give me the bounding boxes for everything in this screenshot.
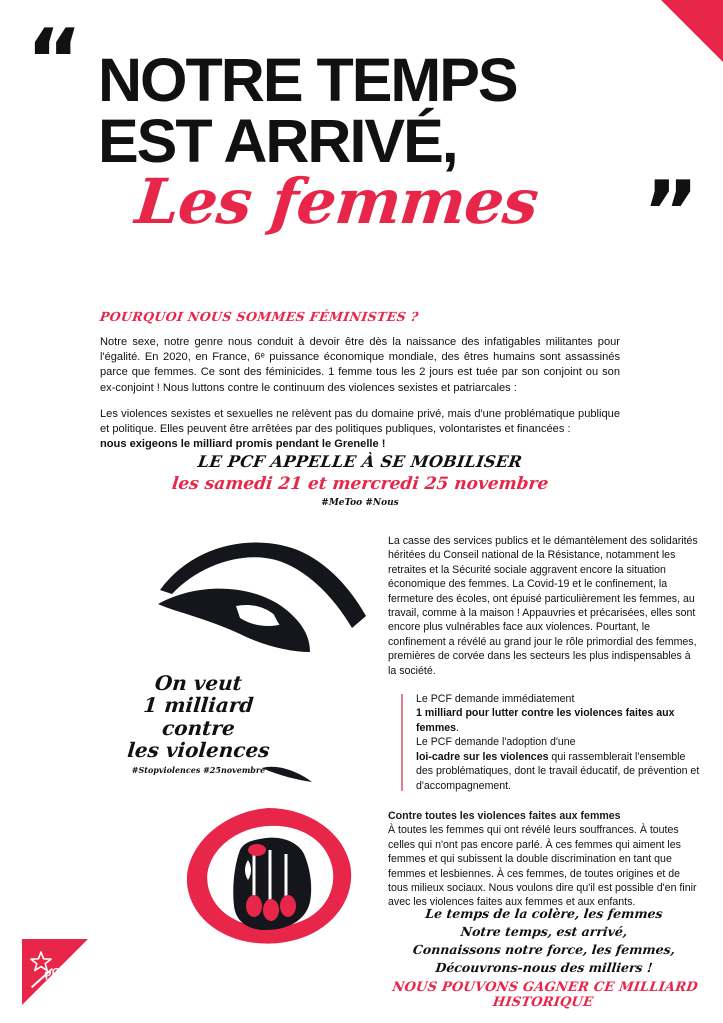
demand-1 bbox=[416, 692, 700, 735]
intro-paragraph-2-bold: nous exigeons le milliard promis pendant le Grenelle ! bbox=[100, 438, 386, 451]
demand-1-lead: Le PCF demande immédiatement bbox=[416, 693, 575, 706]
closing-line-4: Découvrons-nous des milliers ! bbox=[434, 960, 654, 976]
demand-2-tail: qui rassemblerait l'ensemble des problématiques, dont le travail éducatif, de prévention et d'accompagnement. bbox=[416, 750, 700, 792]
handwritten-line-1: On veut bbox=[153, 671, 244, 695]
pcf-logo bbox=[22, 939, 88, 1005]
corner-triangle-top-right bbox=[661, 0, 723, 62]
handwritten-line-3: contre bbox=[161, 715, 236, 740]
right-column-paragraph: La casse des services publics et le démantèlement des solidarités héritées du Conseil national de la Résistance, notamment les retraites et la Sécurité sociale aggravent encore la situation économique des femmes. La Covid-19 et le confinement, la fermeture des écoles, ont épuisé particulièrement les femmes, au travail, comme à la maison ! Appauvries et précarisées, elles sont encore plus vulnérables face aux violences. Pourtant, le confinement a révélé au grand jour le rôle primordial des femmes, premières de corvée dans les secteurs les plus indispensables à la société. bbox=[388, 535, 698, 677]
demand-1-tail: . bbox=[456, 721, 459, 734]
mobilise-line-1: LE PCF APPELLE À SE MOBILISER bbox=[196, 452, 524, 471]
handwritten-hashtags: #Stopviolences #25novembre bbox=[131, 764, 266, 775]
against-violence-body: À toutes les femmes qui ont révélé leurs souffrances. À toutes celles qui n'ont pas encore parlé. À ces femmes qui aiment les femmes et qui subissent la double discrimination en tant que femmes et lesbiennes. À ces femmes, de toutes origines et de tous milieux sociaux. Nous voulons dire qu'il est possible d'en finir avec les violences faites aux femmes et aux enfants. bbox=[388, 824, 697, 909]
demand-2-lead: Le PCF demande l'adoption d'une bbox=[416, 736, 576, 749]
lips-fist-icon bbox=[182, 806, 357, 946]
closing-final-line: NOUS POUVONS GAGNER CE MILLIARD HISTORIQUE bbox=[391, 979, 699, 1010]
closing-line-1: Le temps de la colère, les femmes bbox=[424, 906, 664, 921]
against-violence-heading: Contre toutes les violences faites aux femmes bbox=[388, 809, 621, 822]
mobilise-line-2: les samedi 21 et mercredi 25 novembre bbox=[170, 474, 550, 494]
handwritten-slogan bbox=[96, 672, 301, 775]
headline-line-2: EST ARRIVÉ, bbox=[98, 106, 457, 175]
closing-line-2: Notre temps, est arrivé, bbox=[459, 924, 629, 940]
demand-1-bold: 1 milliard pour lutter contre les violences faites aux femmes bbox=[416, 707, 675, 734]
intro-paragraph-2-text: Les violences sexistes et sexuelles ne relèvent pas du domaine privé, mais d'une problématique publique et politique. Elles peuvent être arrêtées par des politiques publiques, volontaristes et financées : bbox=[100, 407, 620, 435]
closing-quote-mark: ” bbox=[642, 163, 699, 263]
intro-kicker: POURQUOI NOUS SOMMES FÉMINISTES ? bbox=[98, 309, 420, 324]
right-text-column bbox=[388, 534, 700, 910]
pcf-logo-text: PCF bbox=[42, 963, 69, 983]
headline-script-line: Les femmes bbox=[132, 165, 542, 239]
eye-icon bbox=[152, 532, 387, 682]
against-violence-block bbox=[388, 809, 700, 910]
eyebrow-icon bbox=[258, 762, 318, 788]
closing-block bbox=[388, 905, 700, 1010]
opening-quote-mark: “ bbox=[26, 11, 83, 111]
demands-vertical-rule bbox=[401, 694, 403, 791]
demands-block bbox=[388, 692, 700, 793]
headline-line-1: NOTRE TEMPS bbox=[98, 46, 517, 114]
intro-block bbox=[100, 308, 620, 452]
mobilise-hashtags: #MeToo #Nous bbox=[321, 498, 399, 508]
headline-block bbox=[98, 46, 618, 239]
demand-2 bbox=[416, 735, 700, 793]
mobilise-block bbox=[100, 452, 620, 508]
demand-2-bold: loi-cadre sur les violences bbox=[416, 750, 549, 763]
closing-line-3: Connaissons notre force, les femmes, bbox=[412, 942, 676, 958]
handwritten-line-2: 1 milliard bbox=[142, 693, 255, 718]
handwritten-line-4: les violences bbox=[126, 738, 271, 763]
intro-paragraph-2 bbox=[100, 407, 620, 453]
intro-paragraph-1: Notre sexe, notre genre nous conduit à devoir être dès la naissance des infatigables militantes pour l'égalité. En 2020, en France, 6ᵉ puissance économique mondiale, des êtres humains sont assassinés parce que femmes. Ce sont des féminicides. 1 femme tous les 2 jours est tuée par son conjoint ou son ex-conjoint ! Nous luttons contre le continuum des violences sexistes et patriarcales : bbox=[100, 336, 620, 394]
